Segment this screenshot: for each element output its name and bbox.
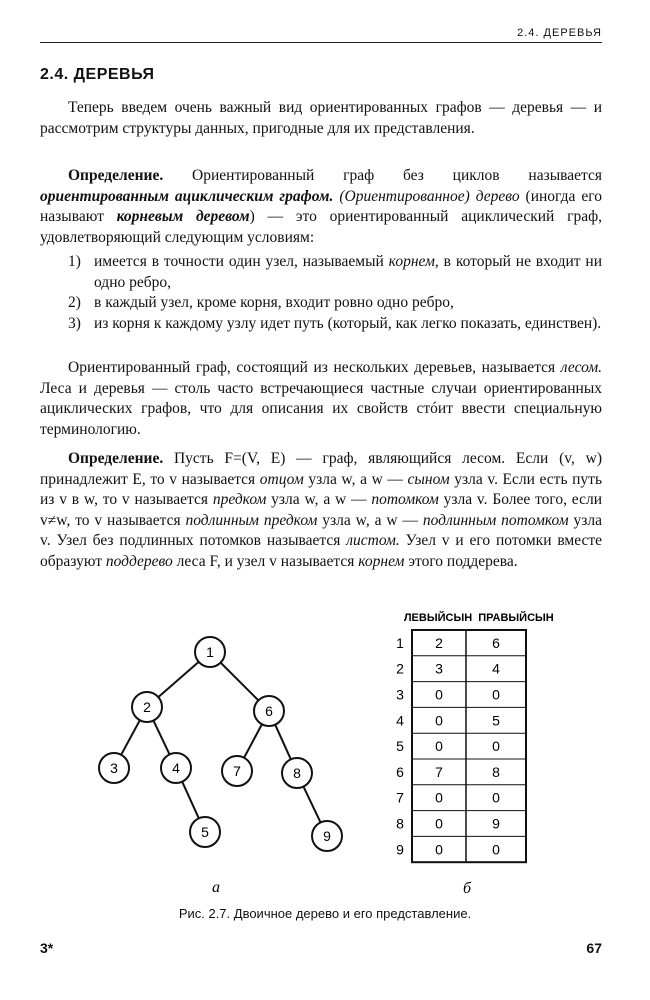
table-row-index: 7 bbox=[396, 789, 404, 806]
tree-edges bbox=[121, 662, 320, 823]
tree-node bbox=[99, 753, 129, 783]
tree-node-label: 3 bbox=[110, 760, 118, 776]
tree-node-label: 6 bbox=[265, 703, 273, 719]
term-root: корнем bbox=[388, 253, 435, 270]
term-subtree: поддерево bbox=[105, 552, 173, 570]
table-row-index: 5 bbox=[396, 738, 404, 755]
tree-node-label: 4 bbox=[172, 760, 180, 776]
term-ancestor: предком bbox=[212, 491, 267, 509]
table-header: ЛЕВЫЙСЫН bbox=[403, 612, 473, 624]
table-cell-left: 0 bbox=[435, 841, 443, 858]
tree-node bbox=[222, 756, 252, 786]
definition-text: Пусть F=(V, E) — граф, являющийся лесом. Если (v, w) принадлежит E, то v называется bbox=[40, 450, 602, 488]
condition-text: из корня к каждому узлу идет путь (который, как легко показать, единствен). bbox=[94, 314, 602, 332]
definition-lead: Определение. bbox=[68, 167, 164, 184]
definition-text: (иногда его называют bbox=[40, 187, 602, 226]
term-proper-ancestor: подлинным предком bbox=[185, 511, 318, 529]
signature-mark: 3* bbox=[40, 940, 54, 956]
condition-text: , в который не входит ни одно ребро, bbox=[94, 253, 602, 291]
table-cell-left: 0 bbox=[435, 738, 443, 755]
term-son: сыном bbox=[407, 470, 450, 488]
tree-node-label: 2 bbox=[143, 699, 151, 715]
definition-text: Узел v и его потомки вместе образуют bbox=[40, 532, 603, 570]
term-leaf: листом. bbox=[346, 532, 400, 550]
term-forest: лесом. bbox=[560, 359, 602, 376]
table-cell-right: 5 bbox=[492, 712, 500, 729]
tree-edge bbox=[121, 720, 140, 755]
definition-text: этого поддерева. bbox=[404, 552, 518, 570]
table-cell-right: 6 bbox=[492, 634, 500, 651]
tree-nodes bbox=[99, 637, 342, 851]
section-title: 2.4. ДЕРЕВЬЯ bbox=[40, 66, 155, 83]
running-head: 2.4. ДЕРЕВЬЯ bbox=[40, 27, 602, 43]
definition-text: узла w, а w — bbox=[317, 511, 423, 529]
tree-node bbox=[282, 758, 312, 788]
tree-edge bbox=[275, 725, 291, 760]
table-cell-right: 0 bbox=[492, 738, 500, 755]
tree-node-label: 9 bbox=[323, 828, 331, 844]
condition-number: 3) bbox=[68, 314, 81, 332]
tree-edge bbox=[221, 663, 259, 701]
term-father: отцом bbox=[259, 470, 304, 488]
table-row-index: 3 bbox=[396, 686, 404, 703]
tree-node bbox=[132, 692, 162, 722]
definition-text: узла w, а w — bbox=[303, 470, 408, 488]
tree-edge bbox=[153, 721, 169, 755]
intro-paragraph: Теперь введем очень важный вид ориентированных графов — деревья — и рассмотрим структуры данных, пригодные для их представления. bbox=[40, 99, 602, 137]
tree-node bbox=[254, 696, 284, 726]
term-proper-descendant: подлинным потомком bbox=[422, 511, 569, 529]
condition-number: 1) bbox=[68, 253, 81, 270]
table-cell-right: 0 bbox=[492, 841, 500, 858]
figure-caption: Рис. 2.7. Двоичное дерево и его представление. bbox=[178, 906, 472, 921]
tree-node-label: 5 bbox=[201, 824, 209, 840]
definition-text: узла v. Узел без подлинных потомков называется bbox=[40, 511, 602, 550]
condition-text: в каждый узел, кроме корня, входит ровно одно ребро, bbox=[94, 294, 454, 312]
table-cell-right: 8 bbox=[492, 763, 500, 780]
table-row-index: 6 bbox=[396, 763, 404, 780]
definition-text: узла v. Если есть путь из v в w, то v называется bbox=[40, 470, 603, 509]
definition-text: ) — это ориентированный ациклический граф, удовлетворяющий следующим условиям: bbox=[40, 208, 603, 246]
table-cell-left: 0 bbox=[435, 815, 443, 832]
table-cell-left: 3 bbox=[435, 660, 443, 677]
tree-edge bbox=[303, 787, 320, 823]
table-cell-left: 7 bbox=[435, 763, 443, 780]
definition-lead: Определение. bbox=[68, 450, 164, 467]
term-subtree-root: корнем bbox=[358, 552, 405, 570]
tree-edge bbox=[244, 724, 262, 758]
condition-text: имеется в точности один узел, называемый bbox=[94, 253, 389, 270]
table-header: ПРАВЫЙСЫН bbox=[478, 612, 554, 624]
tree-edge bbox=[158, 662, 198, 697]
child-table bbox=[396, 611, 554, 862]
tree-node bbox=[161, 753, 191, 783]
definition-text: узла w, а w — bbox=[266, 491, 372, 509]
term-dag: ориентированным ациклическим графом. bbox=[40, 187, 334, 205]
table-row-index: 8 bbox=[396, 815, 404, 832]
paragraph-text: Ориентированный граф, состоящий из нескольких деревьев, называется bbox=[68, 359, 561, 376]
table-cell-left: 0 bbox=[435, 789, 443, 806]
table-cell-right: 9 bbox=[492, 815, 500, 832]
figure-label-a: а bbox=[212, 879, 220, 896]
table-cell-right: 0 bbox=[492, 686, 500, 703]
table-cell-left: 0 bbox=[435, 686, 443, 703]
table-cell-left: 2 bbox=[435, 634, 443, 651]
figure-label-b: б bbox=[462, 880, 472, 897]
tree-node bbox=[195, 637, 225, 667]
condition-number: 2) bbox=[68, 294, 81, 312]
table-row-index: 4 bbox=[396, 712, 404, 729]
table-row-index: 9 bbox=[396, 841, 404, 858]
table-row-index: 1 bbox=[396, 634, 404, 651]
tree-node bbox=[190, 817, 220, 847]
term-descendant: потомком bbox=[371, 491, 439, 509]
paragraph-text: Леса и деревья — столь часто встречающиеся частные случаи ориентированных ациклических графов, что для описания их свойств стóит ввести специальную терминологию. bbox=[40, 379, 602, 438]
tree-node-label: 1 bbox=[206, 644, 214, 660]
term-rooted-tree: корневым деревом bbox=[116, 208, 250, 226]
definition-text: Ориентированный граф без циклов называется bbox=[163, 167, 602, 184]
definition-text: леса F, и узел v называется bbox=[172, 552, 359, 570]
table-border bbox=[412, 630, 526, 862]
definition-text: узла v. Более того, если v≠w, то v называется bbox=[40, 491, 602, 529]
table-cell-left: 0 bbox=[435, 712, 443, 729]
table-row-index: 2 bbox=[396, 660, 404, 677]
tree-edge bbox=[182, 782, 199, 819]
term-tree: (Ориентированное) дерево bbox=[339, 187, 520, 205]
tree-node-label: 8 bbox=[293, 765, 301, 781]
page-number: 67 bbox=[586, 940, 602, 956]
tree-node-label: 7 bbox=[233, 763, 241, 779]
tree-node bbox=[312, 821, 342, 851]
table-cell-right: 4 bbox=[492, 660, 500, 677]
table-cell-right: 0 bbox=[492, 789, 500, 806]
